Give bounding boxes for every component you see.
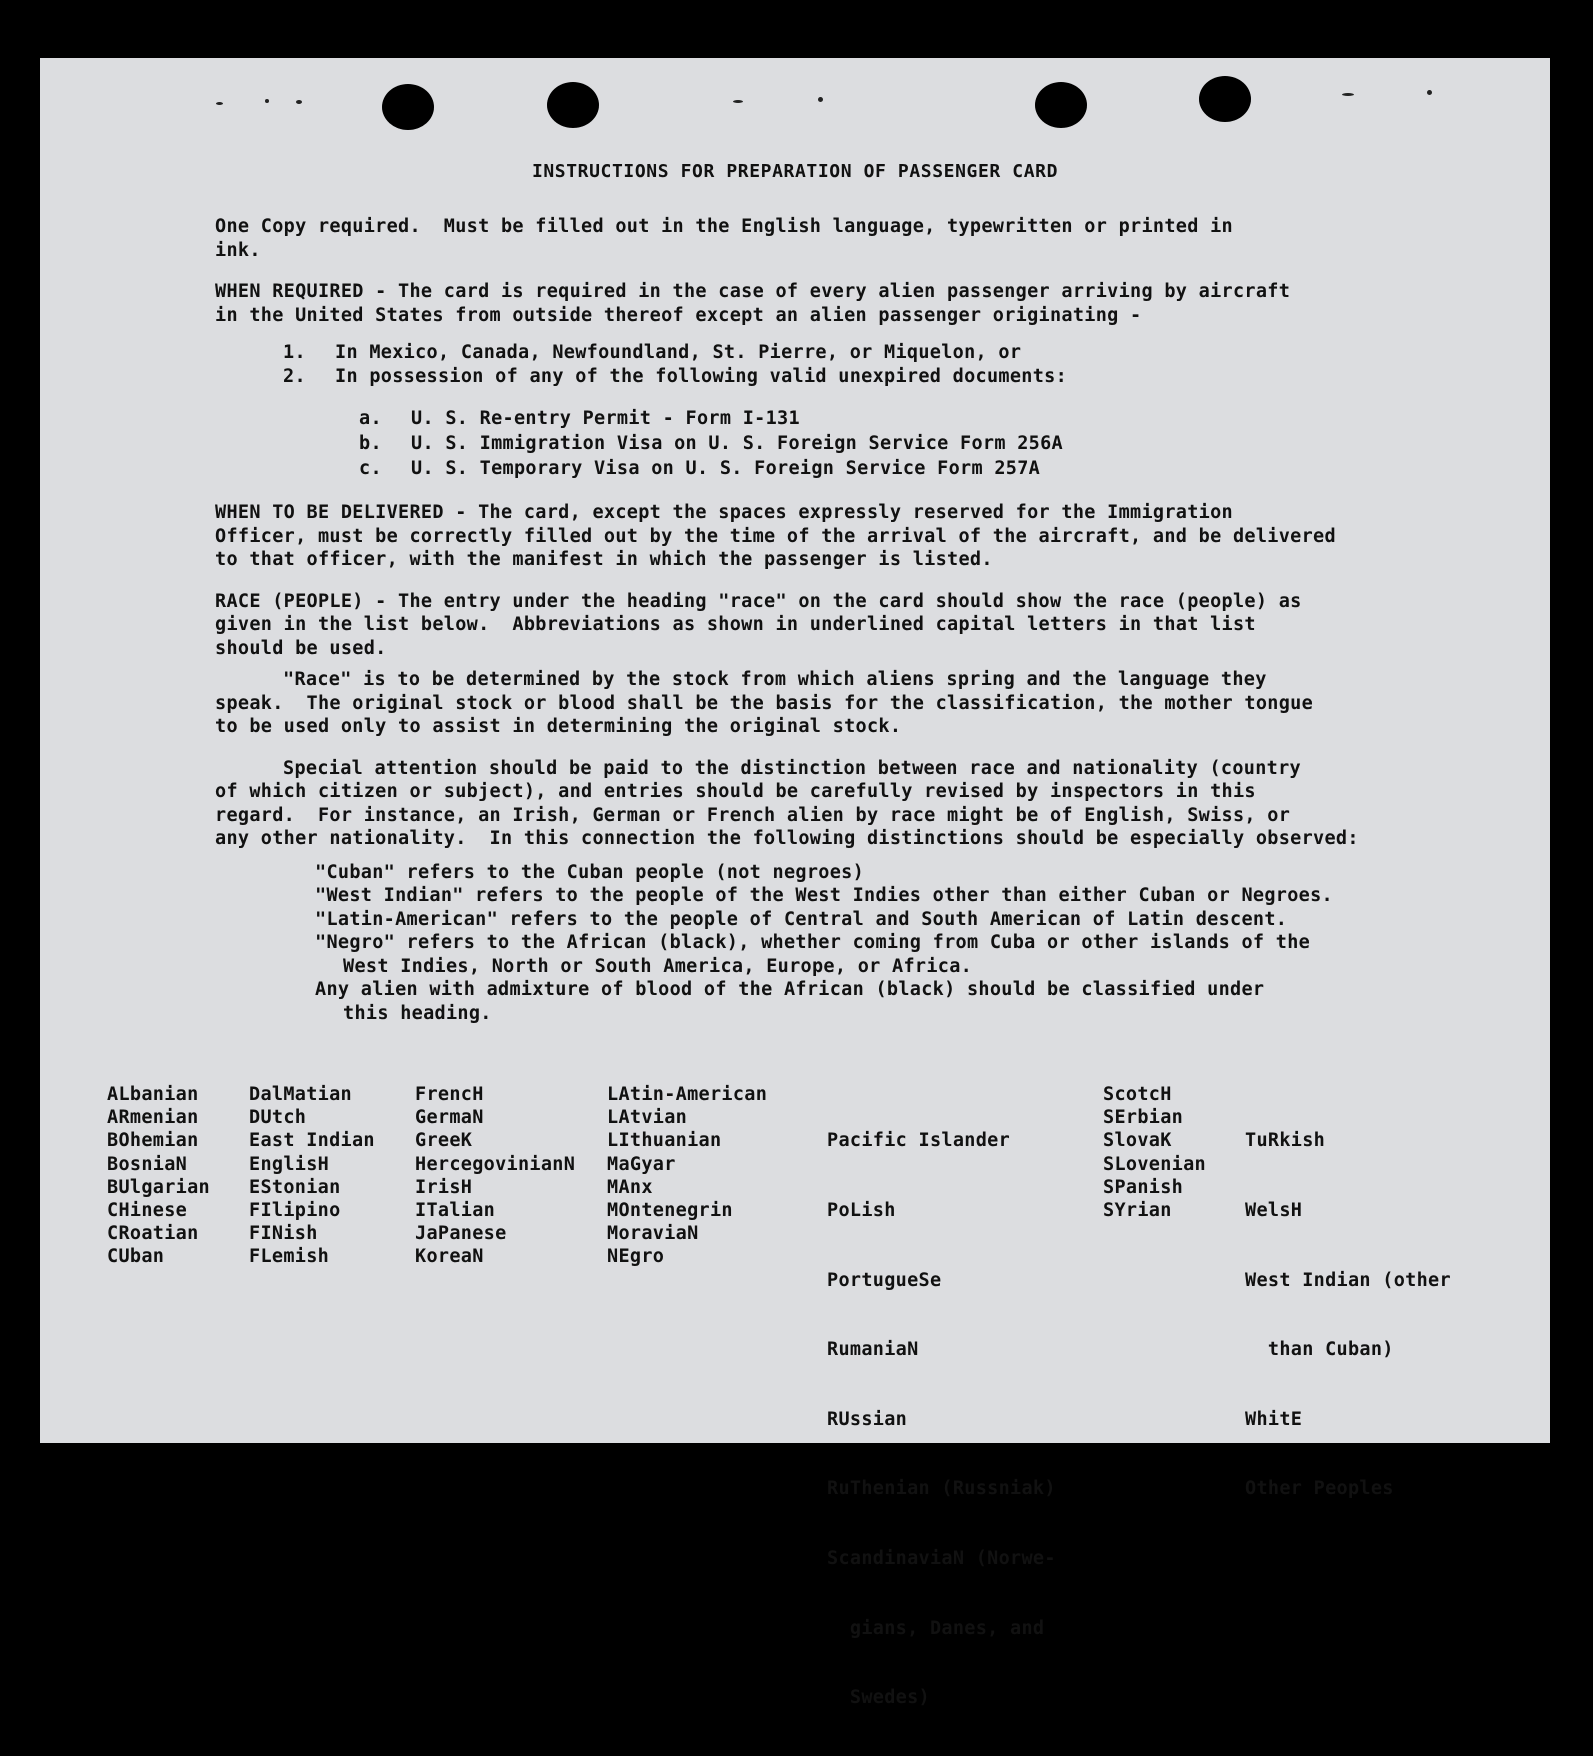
list-item: b. U. S. Immigration Visa on U. S. Foreign Service Form 256A: [359, 433, 1063, 454]
speck: [1427, 90, 1432, 95]
race-column: [249, 1083, 375, 1269]
punch-hole: [382, 84, 434, 130]
race-entry: SErbian: [1103, 1107, 1184, 1129]
race-entry: SYrian: [1103, 1199, 1172, 1221]
race-entry: CUban: [107, 1246, 165, 1268]
race-column: [1103, 1083, 1206, 1222]
race-entry: RumaniaN: [827, 1339, 919, 1361]
race-entry: ARmenian: [107, 1107, 199, 1129]
intro-paragraph: One Copy required. Must be filled out in the English language, typewritten or printed in ink.: [215, 216, 1233, 261]
race-entry: Swedes): [827, 1687, 930, 1709]
race-column: [415, 1083, 575, 1269]
list-item-continuation: this heading.: [343, 1002, 492, 1024]
race-entry: FIlipino: [249, 1199, 341, 1221]
race-column: [827, 1083, 1056, 1756]
race-entry: CRoatian: [107, 1223, 199, 1245]
speck: [296, 100, 302, 104]
speck: [265, 99, 269, 103]
speck: [818, 97, 823, 102]
speck: [733, 100, 743, 103]
race-entry: Pacific Islander: [827, 1130, 1011, 1152]
race-entry: SPanish: [1103, 1176, 1184, 1198]
race-entry: MAnx: [607, 1176, 653, 1198]
list-item: 2. In possession of any of the following valid unexpired documents:: [283, 365, 1068, 387]
race-entry: GreeK: [415, 1130, 473, 1152]
race-entry: JaPanese: [415, 1223, 507, 1245]
list-item: "Negro" refers to the African (black), whether coming from Cuba or other islands of the: [315, 932, 1311, 953]
race-entry: ScotcH: [1103, 1084, 1172, 1105]
document-list: [215, 406, 1515, 481]
list-item: Any alien with admixture of blood of the African (black) should be classified under: [315, 979, 1265, 1000]
race-entry: WhitE: [1245, 1408, 1303, 1430]
race-entry: KoreaN: [415, 1246, 484, 1268]
race-entry: LAtvian: [607, 1107, 688, 1129]
race-entry: RUssian: [827, 1408, 908, 1430]
race-entry: PoLish: [827, 1200, 896, 1221]
race-entry: CHinese: [107, 1199, 188, 1221]
race-entry: ScandinaviaN (Norwe-: [827, 1547, 1056, 1569]
list-item: c. U. S. Temporary Visa on U. S. Foreign Service Form 257A: [359, 458, 1041, 479]
race-entry: MoraviaN: [607, 1223, 699, 1245]
race-entry: SLovenian: [1103, 1153, 1206, 1175]
list-item: "Cuban" refers to the Cuban people (not negroes): [315, 861, 865, 883]
race-entry: RuThenian (Russniak): [827, 1478, 1056, 1500]
when-delivered-paragraph: WHEN TO BE DELIVERED - The card, except the spaces expressly reserved for the Immigration Officer, must be correctly filled out by the time of the arrival of the aircraft, and be delivered to that officer, with the manifest in which the passenger is listed.: [215, 502, 1336, 570]
race-entry: TuRkish: [1245, 1130, 1326, 1152]
list-item-continuation: West Indies, North or South America, Europe, or Africa.: [343, 955, 973, 977]
race-entry: EnglisH: [249, 1153, 330, 1175]
speck: [216, 102, 223, 105]
race-entry: SlovaK: [1103, 1130, 1172, 1152]
race-entry: DalMatian: [249, 1084, 352, 1105]
punch-hole: [1199, 76, 1251, 122]
race-entry: than Cuban): [1245, 1339, 1394, 1361]
race-entry: Other Peoples: [1245, 1478, 1394, 1500]
race-entry: BOhemian: [107, 1130, 199, 1152]
list-item: 1. In Mexico, Canada, Newfoundland, St. Pierre, or Miquelon, or: [283, 342, 1022, 363]
instructions-body: [215, 215, 1515, 1025]
race-entry: HercegovinianN: [415, 1153, 576, 1175]
race-entry: MOntenegrin: [607, 1199, 733, 1221]
special-attention-paragraph: Special attention should be paid to the distinction between race and nationality (country of which citizen or subject), and entries should be carefully revised by inspectors in this regard. For instance, an Irish, German or French alien by race might be of English, Swiss, or any other nationality. In this connection the following distinctions should be especially observed:: [215, 757, 1359, 849]
race-entry: DUtch: [249, 1107, 307, 1129]
distinctions-list: [215, 861, 1515, 1026]
race-entry: MaGyar: [607, 1153, 676, 1175]
race-definition-paragraph: "Race" is to be determined by the stock from which aliens spring and the language they speak. The original stock or blood shall be the basis for the classification, the mother tongue to be used only to assist in determining the original stock.: [215, 669, 1314, 737]
race-entry: BosniaN: [107, 1153, 188, 1175]
list-item: "West Indian" refers to the people of the West Indies other than either Cuban or Negroes.: [315, 885, 1333, 906]
punch-hole: [547, 82, 599, 128]
exception-list: [215, 341, 1515, 388]
race-entry: FLemish: [249, 1246, 330, 1268]
race-column: [1245, 1083, 1451, 1547]
document-title: INSTRUCTIONS FOR PREPARATION OF PASSENGER CARD: [531, 161, 1059, 182]
race-entry: PortugueSe: [827, 1269, 942, 1291]
race-entry: BUlgarian: [107, 1176, 210, 1198]
race-entry: IrisH: [415, 1176, 473, 1198]
list-item: a. U. S. Re-entry Permit - Form I-131: [359, 408, 800, 429]
punch-hole: [1035, 82, 1087, 128]
race-entry: gians, Danes, and: [827, 1617, 1045, 1639]
race-entry: WelsH: [1245, 1200, 1303, 1221]
race-entry: LIthuanian: [607, 1130, 722, 1152]
speck: [1342, 93, 1354, 96]
race-column: [107, 1083, 210, 1269]
race-entry: GermaN: [415, 1107, 484, 1129]
race-entry: NEgro: [607, 1246, 665, 1268]
race-entry: ITalian: [415, 1199, 496, 1221]
race-entry: LAtin-American: [607, 1084, 768, 1105]
race-entry: EStonian: [249, 1176, 341, 1198]
race-entry: East Indian: [249, 1130, 375, 1152]
race-entry: West Indian (other: [1245, 1269, 1451, 1291]
race-entry: FrencH: [415, 1084, 484, 1105]
race-paragraph: RACE (PEOPLE) - The entry under the heading "race" on the card should show the race (people) as given in the list below. Abbreviations as shown in underlined capital letters in that list should be used.: [215, 590, 1302, 659]
list-item: "Latin-American" refers to the people of Central and South American of Latin descent.: [315, 908, 1288, 930]
when-required-paragraph: WHEN REQUIRED - The card is required in the case of every alien passenger arriving by aircraft in the United States from outside thereof except an alien passenger originating -: [215, 281, 1291, 326]
race-entry: FINish: [249, 1223, 318, 1245]
race-column: [607, 1083, 767, 1269]
race-entry: ALbanian: [107, 1084, 199, 1105]
document-page: [40, 58, 1550, 1709]
